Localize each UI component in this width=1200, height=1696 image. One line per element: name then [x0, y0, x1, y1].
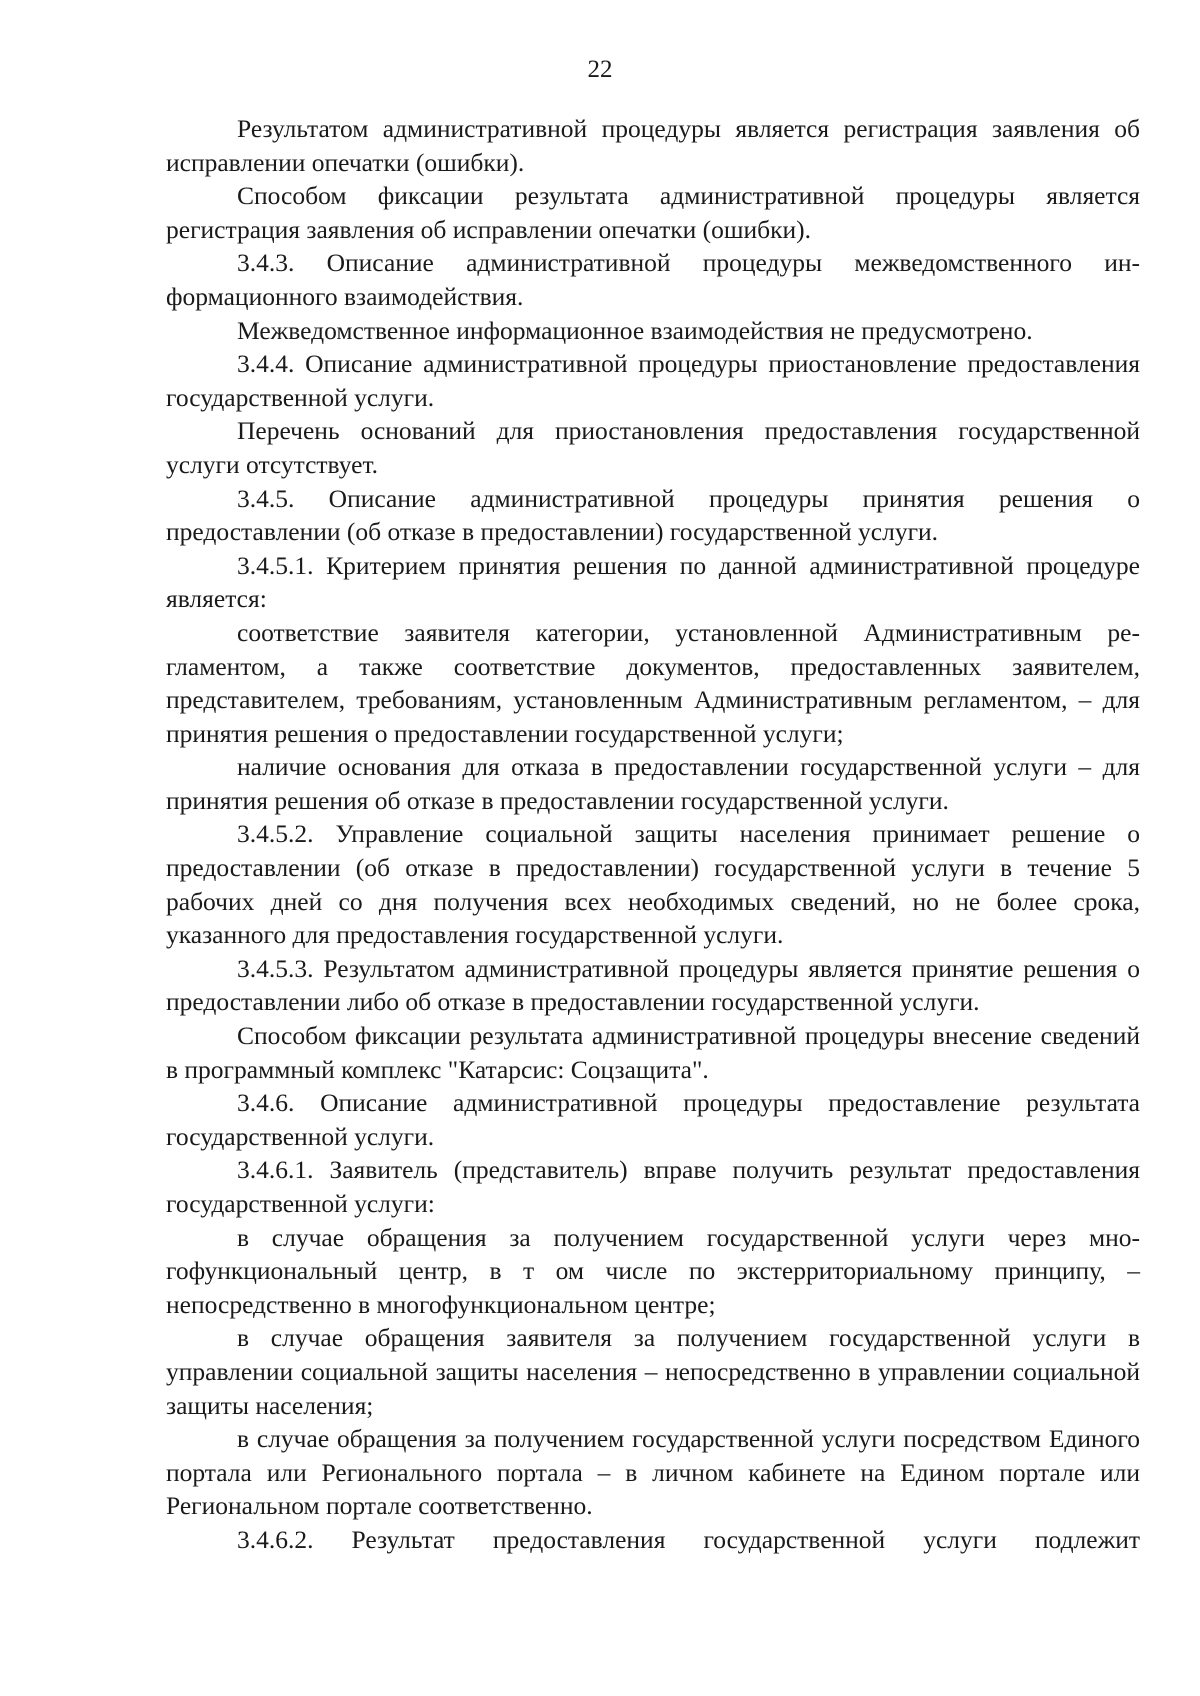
document-body: [166, 112, 1140, 1557]
paragraph: Межведомственное информационное взаимодействия не предусмотрено.: [237, 315, 1033, 345]
paragraph: Способом фиксации результата административной процедуры является регистрация заявления об исправлении опечатки (ошибки).: [166, 181, 1140, 244]
paragraph: 3.4.6.2. Результат предоставления государственной услуги подлежит: [237, 1524, 1140, 1554]
paragraph: 3.4.5. Описание административной процедуры принятия решения о предоставлении (об отказе в предоставлении) государственной услуги.: [166, 483, 1140, 547]
paragraph: 3.4.5.1. Критерием принятия решения по данной административной процедуре является:: [166, 550, 1140, 614]
paragraph: 3.4.5.2. Управление социальной защиты населения принимает решение о предоставлении (об отказе в предоставлении) государственной услуги в течение 5 рабочих дней со дня получения всех необходимых сведений, но не более срока, указанного для предоставления государственной услуги.: [166, 819, 1140, 950]
page-number: 22: [587, 56, 613, 83]
paragraph: 3.4.6. Описание административной процедуры предоставление результата государственной услуги.: [166, 1088, 1140, 1151]
paragraph: Результатом административной процедуры является регистрация заявления об исправлении опечатки (ошибки).: [166, 114, 1140, 177]
paragraph: в случае обращения за получением государственной услуги через многофункциональный центр, в т ом числе по экстерриториальному принципу, – непосредственно в многофункциональном центре;: [166, 1222, 1140, 1319]
paragraph: 3.4.6.1. Заявитель (представитель) вправе получить результат предоставления государственной услуги:: [166, 1155, 1140, 1218]
paragraph: 3.4.3. Описание административной процедуры межведомственного информационного взаимодействия.: [166, 248, 1140, 311]
paragraph: наличие основания для отказа в предоставлении государственной услуги – для принятия решения об отказе в предоставлении государственной услуги.: [166, 752, 1140, 815]
paragraph: в случае обращения заявителя за получением государственной услуги в управлении социальной защиты населения – непосредственно в управлении социальной защиты населения;: [166, 1323, 1140, 1420]
paragraph: Перечень оснований для приостановления предоставления государственной услуги отсутствует.: [166, 416, 1140, 479]
paragraph: Способом фиксации результата административной процедуры внесение сведений в программный комплекс "Катарсис: Соцзащита".: [166, 1021, 1140, 1084]
paragraph: соответствие заявителя категории, установленной Административным регламентом, а также соответствие документов, предоставленных заявителем, представителем, требованиям, установленным Административным регламентом, – для принятия решения о предоставлении государственной услуги;: [166, 617, 1140, 748]
paragraph: 3.4.5.3. Результатом административной процедуры является принятие решения о предоставлении либо об отказе в предоставлении государственной услуги.: [166, 953, 1140, 1017]
paragraph: в случае обращения за получением государственной услуги посредством Единого портала или Регионального портала – в личном кабинете на Едином портале или Региональном портале соответственно.: [166, 1424, 1140, 1521]
paragraph: 3.4.4. Описание административной процедуры приостановление предоставления государственной услуги.: [166, 349, 1140, 412]
